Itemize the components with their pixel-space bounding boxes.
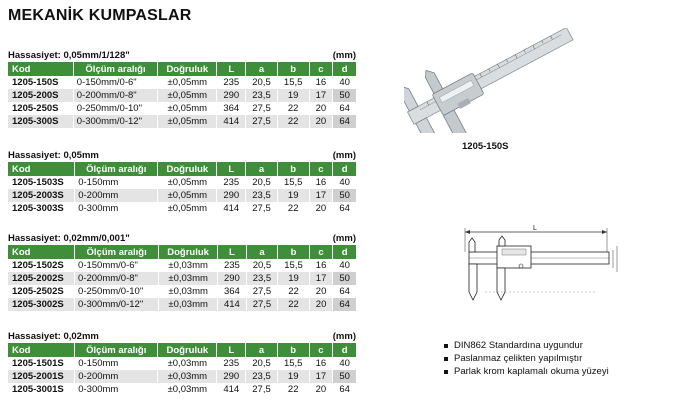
cell-L: 414 (217, 202, 245, 215)
cell-c: 20 (310, 102, 333, 115)
spec-table (7, 162, 357, 215)
cell-d: 50 (333, 370, 356, 383)
column-header-c: c (310, 343, 333, 357)
column-header-L: L (218, 245, 246, 259)
cell-L: 235 (217, 176, 245, 189)
cell-range: 0-200mm (75, 370, 157, 383)
cell-c: 17 (310, 89, 333, 102)
cell-L: 414 (218, 298, 246, 311)
cell-range: 0-250mm/0-10" (74, 102, 157, 115)
cell-d: 50 (333, 272, 356, 285)
cell-accuracy: ±0,03mm (158, 357, 216, 370)
cell-accuracy: ±0,05mm (158, 102, 216, 115)
cell-L: 290 (218, 272, 246, 285)
column-header-a: a (246, 343, 277, 357)
cell-b: 15,5 (278, 259, 309, 272)
unit-label: (mm) (332, 150, 356, 161)
cell-accuracy: ±0,05mm (158, 202, 216, 215)
column-header-range: Ölçüm aralığı (75, 245, 158, 259)
cell-c: 16 (310, 176, 333, 189)
cell-range: 0-300mm (75, 202, 157, 215)
column-header-d: d (333, 245, 356, 259)
cell-L: 290 (217, 89, 245, 102)
cell-b: 22 (278, 202, 309, 215)
column-header-b: b (278, 245, 309, 259)
cell-range: 0-200mm/0-8" (74, 89, 157, 102)
cell-d: 64 (333, 102, 356, 115)
cell-code: 1205-250S (8, 102, 73, 115)
column-header-accuracy: Doğruluk (158, 162, 216, 176)
column-header-L: L (217, 62, 245, 76)
cell-a: 20,5 (247, 259, 278, 272)
cell-L: 364 (217, 102, 245, 115)
cell-c: 17 (310, 370, 333, 383)
cell-d: 64 (333, 298, 356, 311)
cell-code: 1205-2502S (8, 285, 74, 298)
table-row (8, 102, 356, 115)
column-header-L: L (217, 343, 245, 357)
cell-a: 20,5 (246, 357, 277, 370)
cell-L: 235 (217, 76, 245, 89)
cell-b: 15,5 (278, 357, 309, 370)
unit-label: (mm) (332, 331, 356, 342)
column-header-c: c (310, 62, 333, 76)
cell-d: 50 (333, 189, 356, 202)
table-row (8, 298, 356, 311)
bullet-icon (444, 357, 448, 361)
precision-label: Hassasiyet: 0,02mm (8, 331, 99, 342)
cell-b: 19 (278, 370, 309, 383)
table-row (8, 76, 356, 89)
column-header-a: a (246, 62, 277, 76)
product-caption: 1205-150S (462, 141, 509, 152)
cell-a: 27,5 (246, 383, 277, 396)
cell-code: 1205-3002S (8, 298, 74, 311)
section-heading (8, 331, 356, 343)
feature-item: Parlak krom kaplamalı okuma yüzeyi (444, 365, 609, 378)
cell-accuracy: ±0,03mm (158, 383, 216, 396)
cell-L: 364 (218, 285, 246, 298)
cell-code: 1205-1503S (8, 176, 74, 189)
cell-c: 16 (310, 259, 333, 272)
column-header-code: Kod (8, 245, 74, 259)
column-header-a: a (246, 162, 277, 176)
column-header-range: Ölçüm aralığı (75, 162, 157, 176)
precision-label: Hassasiyet: 0,05mm/1/128" (8, 50, 130, 61)
cell-accuracy: ±0,05mm (158, 176, 216, 189)
column-header-a: a (247, 245, 278, 259)
cell-c: 17 (310, 189, 333, 202)
cell-accuracy: ±0,05mm (158, 189, 216, 202)
cell-L: 414 (217, 383, 245, 396)
precision-label: Hassasiyet: 0,02mm/0,001" (8, 233, 130, 244)
cell-a: 20,5 (246, 76, 277, 89)
table-row (8, 115, 356, 128)
cell-range: 0-200mm (75, 189, 157, 202)
column-header-range: Ölçüm aralığı (74, 62, 157, 76)
table-row (8, 370, 356, 383)
spec-table (7, 62, 357, 128)
page-title: MEKANİK KUMPASLAR (8, 7, 192, 24)
feature-item: Paslanmaz çelikten yapılmıştır (444, 352, 609, 365)
column-header-d: d (333, 343, 356, 357)
cell-range: 0-150mm (75, 176, 157, 189)
table-header-row (8, 162, 356, 176)
cell-L: 235 (218, 259, 246, 272)
spec-section-4 (8, 331, 356, 396)
cell-d: 40 (333, 259, 356, 272)
cell-b: 19 (278, 272, 309, 285)
table-header-row (8, 343, 356, 357)
unit-label: (mm) (332, 233, 356, 244)
table-row (8, 383, 356, 396)
cell-a: 23,5 (246, 89, 277, 102)
cell-d: 50 (333, 89, 356, 102)
cell-d: 40 (333, 357, 356, 370)
bullet-icon (444, 344, 448, 348)
cell-c: 20 (310, 285, 333, 298)
cell-range: 0-250mm/0-10" (75, 285, 158, 298)
column-header-b: b (278, 343, 309, 357)
table-row (8, 357, 356, 370)
table-header-row (8, 62, 356, 76)
cell-a: 27,5 (246, 102, 277, 115)
cell-d: 64 (333, 383, 356, 396)
cell-code: 1205-300S (8, 115, 73, 128)
column-header-d: d (333, 162, 356, 176)
cell-accuracy: ±0,03mm (159, 259, 217, 272)
cell-c: 17 (310, 272, 333, 285)
cell-L: 290 (217, 370, 245, 383)
column-header-code: Kod (8, 162, 74, 176)
cell-a: 20,5 (246, 176, 277, 189)
table-row (8, 202, 356, 215)
cell-a: 23,5 (247, 272, 278, 285)
dimension-label-L: L (533, 225, 537, 232)
caliper-product-image (404, 28, 574, 133)
spec-table (7, 245, 357, 311)
cell-code: 1205-1502S (8, 259, 74, 272)
cell-accuracy: ±0,05mm (158, 76, 216, 89)
cell-L: 290 (217, 189, 245, 202)
column-header-c: c (310, 245, 333, 259)
cell-d: 40 (333, 176, 356, 189)
caliper-dimension-diagram (455, 222, 621, 304)
feature-list (444, 339, 609, 378)
cell-b: 22 (278, 102, 309, 115)
cell-c: 16 (310, 76, 333, 89)
cell-a: 27,5 (246, 115, 277, 128)
spec-section-3 (8, 233, 356, 311)
cell-code: 1205-150S (8, 76, 73, 89)
cell-b: 22 (278, 383, 309, 396)
column-header-accuracy: Doğruluk (159, 245, 217, 259)
cell-code: 1205-3001S (8, 383, 74, 396)
cell-b: 22 (278, 285, 309, 298)
cell-code: 1205-2001S (8, 370, 74, 383)
cell-d: 40 (333, 76, 356, 89)
cell-range: 0-150mm/0-6" (74, 76, 157, 89)
cell-range: 0-150mm (75, 357, 157, 370)
cell-a: 27,5 (247, 298, 278, 311)
column-header-accuracy: Doğruluk (158, 343, 216, 357)
column-header-code: Kod (8, 343, 74, 357)
section-heading (8, 233, 356, 245)
cell-d: 64 (333, 115, 356, 128)
cell-c: 20 (310, 298, 333, 311)
cell-a: 23,5 (246, 189, 277, 202)
table-header-row (8, 245, 356, 259)
table-row (8, 285, 356, 298)
unit-label: (mm) (332, 50, 356, 61)
cell-b: 22 (278, 298, 309, 311)
cell-accuracy: ±0,03mm (159, 298, 217, 311)
cell-b: 15,5 (278, 176, 309, 189)
cell-range: 0-150mm/0-6" (75, 259, 158, 272)
cell-code: 1205-1501S (8, 357, 74, 370)
column-header-d: d (333, 62, 356, 76)
cell-accuracy: ±0,03mm (159, 272, 217, 285)
spec-section-2 (8, 150, 356, 215)
table-row (8, 189, 356, 202)
cell-accuracy: ±0,05mm (158, 89, 216, 102)
cell-c: 20 (310, 202, 333, 215)
cell-L: 235 (217, 357, 245, 370)
cell-range: 0-300mm/0-12" (75, 298, 158, 311)
cell-code: 1205-200S (8, 89, 73, 102)
cell-range: 0-300mm/0-12" (74, 115, 157, 128)
column-header-L: L (217, 162, 245, 176)
cell-b: 19 (278, 89, 309, 102)
cell-b: 15,5 (278, 76, 309, 89)
cell-b: 19 (278, 189, 309, 202)
cell-a: 27,5 (247, 285, 278, 298)
bullet-icon (444, 370, 448, 374)
table-row (8, 89, 356, 102)
cell-a: 27,5 (246, 202, 277, 215)
column-header-code: Kod (8, 62, 73, 76)
section-heading (8, 150, 356, 162)
cell-range: 0-300mm (75, 383, 157, 396)
cell-b: 22 (278, 115, 309, 128)
cell-c: 16 (310, 357, 333, 370)
cell-c: 20 (310, 383, 333, 396)
cell-code: 1205-3003S (8, 202, 74, 215)
section-heading (8, 50, 356, 62)
spec-section-1 (8, 50, 356, 128)
precision-label: Hassasiyet: 0,05mm (8, 150, 99, 161)
cell-d: 64 (333, 202, 356, 215)
column-header-b: b (278, 62, 309, 76)
cell-c: 20 (310, 115, 333, 128)
cell-accuracy: ±0,03mm (158, 370, 216, 383)
table-row (8, 259, 356, 272)
column-header-b: b (278, 162, 309, 176)
column-header-c: c (310, 162, 333, 176)
cell-a: 23,5 (246, 370, 277, 383)
table-row (8, 272, 356, 285)
column-header-range: Ölçüm aralığı (75, 343, 157, 357)
cell-accuracy: ±0,05mm (158, 115, 216, 128)
spec-table (7, 343, 357, 396)
cell-L: 414 (217, 115, 245, 128)
feature-item: DIN862 Standardına uygundur (444, 339, 609, 352)
cell-range: 0-200mm/0-8" (75, 272, 158, 285)
cell-code: 1205-2003S (8, 189, 74, 202)
cell-accuracy: ±0,03mm (159, 285, 217, 298)
cell-code: 1205-2002S (8, 272, 74, 285)
table-row (8, 176, 356, 189)
column-header-accuracy: Doğruluk (158, 62, 216, 76)
cell-d: 64 (333, 285, 356, 298)
